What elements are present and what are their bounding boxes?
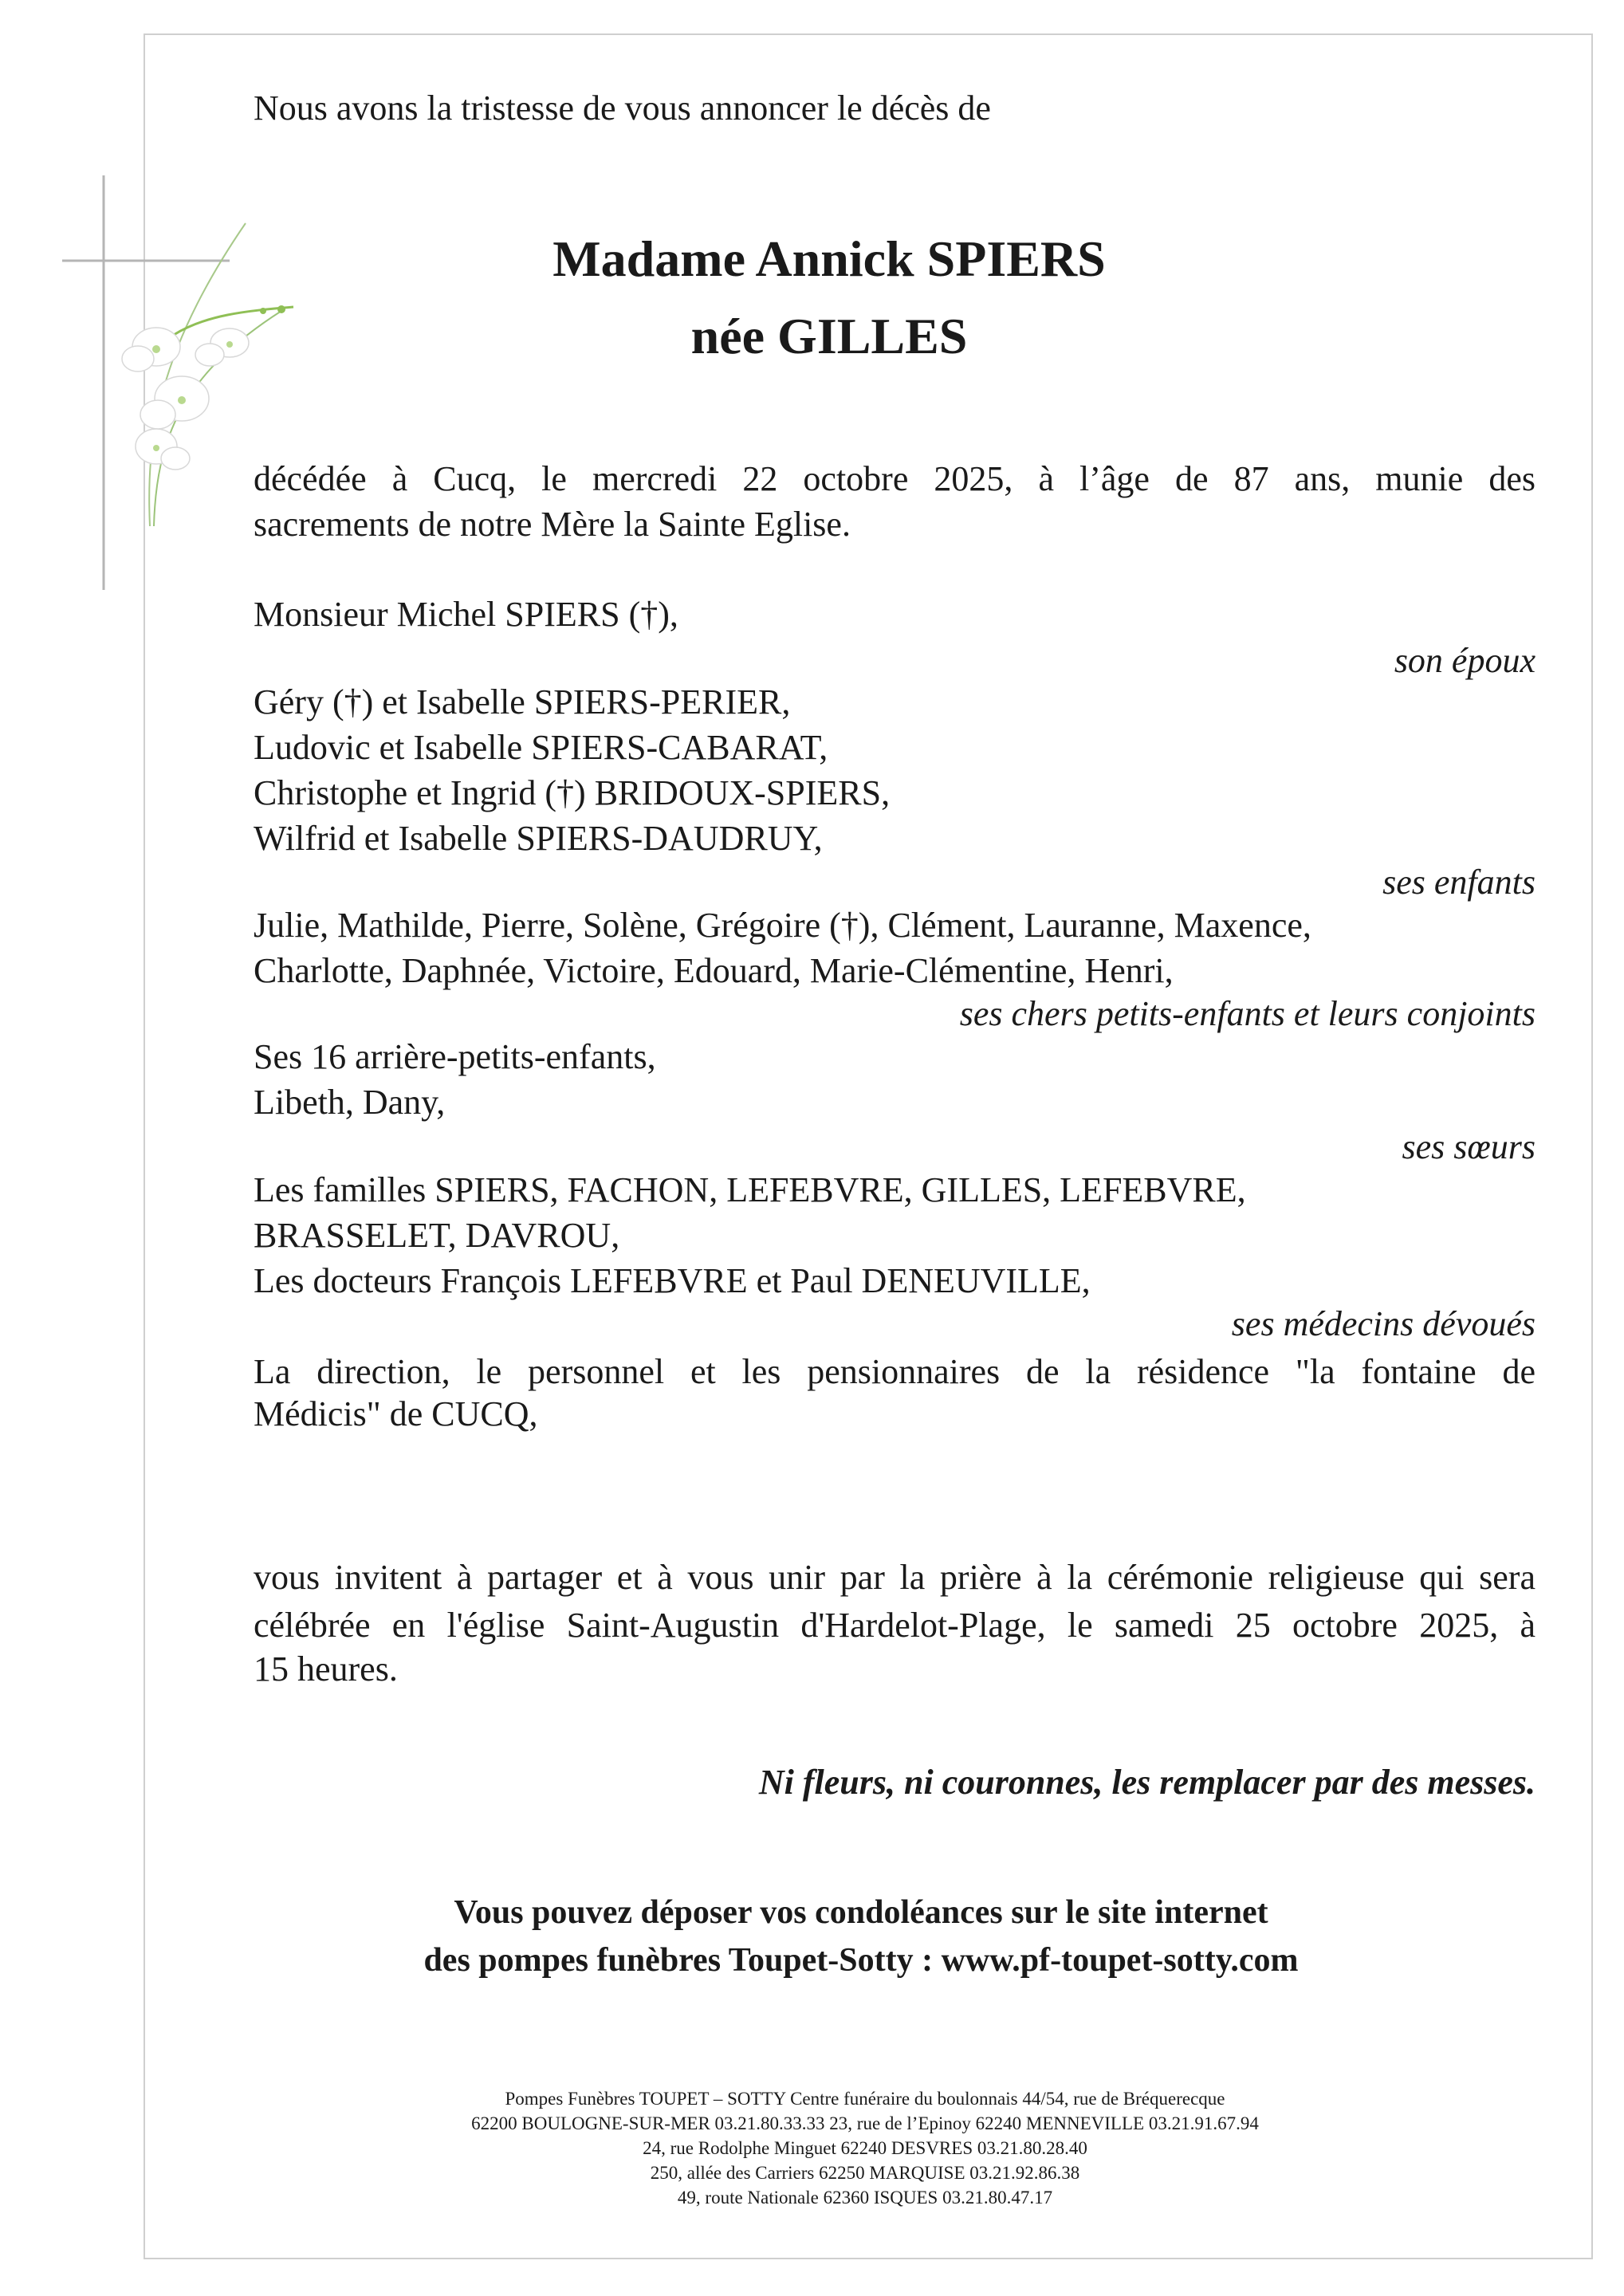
condolences-line2: des pompes funèbres Toupet-Sotty : www.pf-toupet-sotty.com [423, 1942, 1299, 1979]
footer-line: 250, allée des Carriers 62250 MARQUISE 03.21.92.86.38 [650, 2163, 1080, 2183]
ceremony-line2: célébrée en l'église Saint-Augustin d'Hardelot-Plage, le samedi 25 octobre 2025, à [254, 1606, 1536, 1645]
residence-line1: La direction, le personnel et les pensionnaires de la résidence "la fontaine de [254, 1352, 1536, 1391]
spouse-label: son époux [1394, 641, 1536, 680]
residence-line2: Médicis" de CUCQ, [254, 1394, 538, 1433]
sisters-label: ses sœurs [1402, 1127, 1536, 1166]
doctors-label: ses médecins dévoués [1231, 1304, 1536, 1343]
grandchildren-line: Julie, Mathilde, Pierre, Solène, Grégoire (†), Clément, Lauranne, Maxence, [254, 906, 1311, 945]
grandchildren-line: Charlotte, Daphnée, Victoire, Edouard, Marie-Clémentine, Henri, [254, 951, 1174, 990]
flowers-note: Ni fleurs, ni couronnes, les remplacer par des messes. [758, 1763, 1536, 1802]
spouse-name: Monsieur Michel SPIERS (†), [254, 595, 678, 634]
footer-line: 62200 BOULOGNE-SUR-MER 03.21.80.33.33 23, rue de l’Epinoy 62240 MENNEVILLE 03.21.91.67.94 [471, 2113, 1259, 2133]
children-label: ses enfants [1382, 863, 1536, 902]
doctors-names: Les docteurs François LEFEBVRE et Paul DENEUVILLE, [254, 1261, 1091, 1300]
ceremony-line3: 15 heures. [254, 1649, 398, 1689]
great-grandchildren: Ses 16 arrière-petits-enfants, [254, 1037, 656, 1076]
maiden-name: née GILLES [690, 308, 968, 364]
families-line1: Les familles SPIERS, FACHON, LEFEBVRE, GILLES, LEFEBVRE, [254, 1170, 1246, 1209]
child-entry: Ludovic et Isabelle SPIERS-CABARAT, [254, 728, 828, 767]
sisters-names: Libeth, Dany, [254, 1083, 446, 1122]
child-entry: Géry (†) et Isabelle SPIERS-PERIER, [254, 682, 791, 721]
child-entry: Wilfrid et Isabelle SPIERS-DAUDRUY, [254, 819, 823, 858]
grandchildren-label: ses chers petits-enfants et leurs conjoints [959, 994, 1536, 1033]
families-line2: BRASSELET, DAVROU, [254, 1216, 620, 1255]
intro-text: Nous avons la tristesse de vous annoncer le décès de [254, 88, 991, 128]
death-notice-line2: sacrements de notre Mère la Sainte Eglise. [254, 505, 851, 544]
child-entry: Christophe et Ingrid (†) BRIDOUX-SPIERS, [254, 773, 891, 812]
ceremony-line1: vous invitent à partager et à vous unir par la prière à la cérémonie religieuse qui sera [254, 1558, 1536, 1597]
deceased-name: Madame Annick SPIERS [552, 230, 1106, 287]
footer-line: Pompes Funèbres TOUPET – SOTTY Centre funéraire du boulonnais 44/54, rue de Bréquerecque [505, 2089, 1225, 2109]
footer-line: 49, route Nationale 62360 ISQUES 03.21.80.47.17 [677, 2188, 1053, 2208]
footer-line: 24, rue Rodolphe Minguet 62240 DESVRES 03.21.80.28.40 [643, 2138, 1087, 2158]
condolences-line1: Vous pouvez déposer vos condoléances sur le site internet [454, 1894, 1268, 1931]
death-notice-line1: décédée à Cucq, le mercredi 22 octobre 2025, à l’âge de 87 ans, munie des [254, 459, 1536, 498]
